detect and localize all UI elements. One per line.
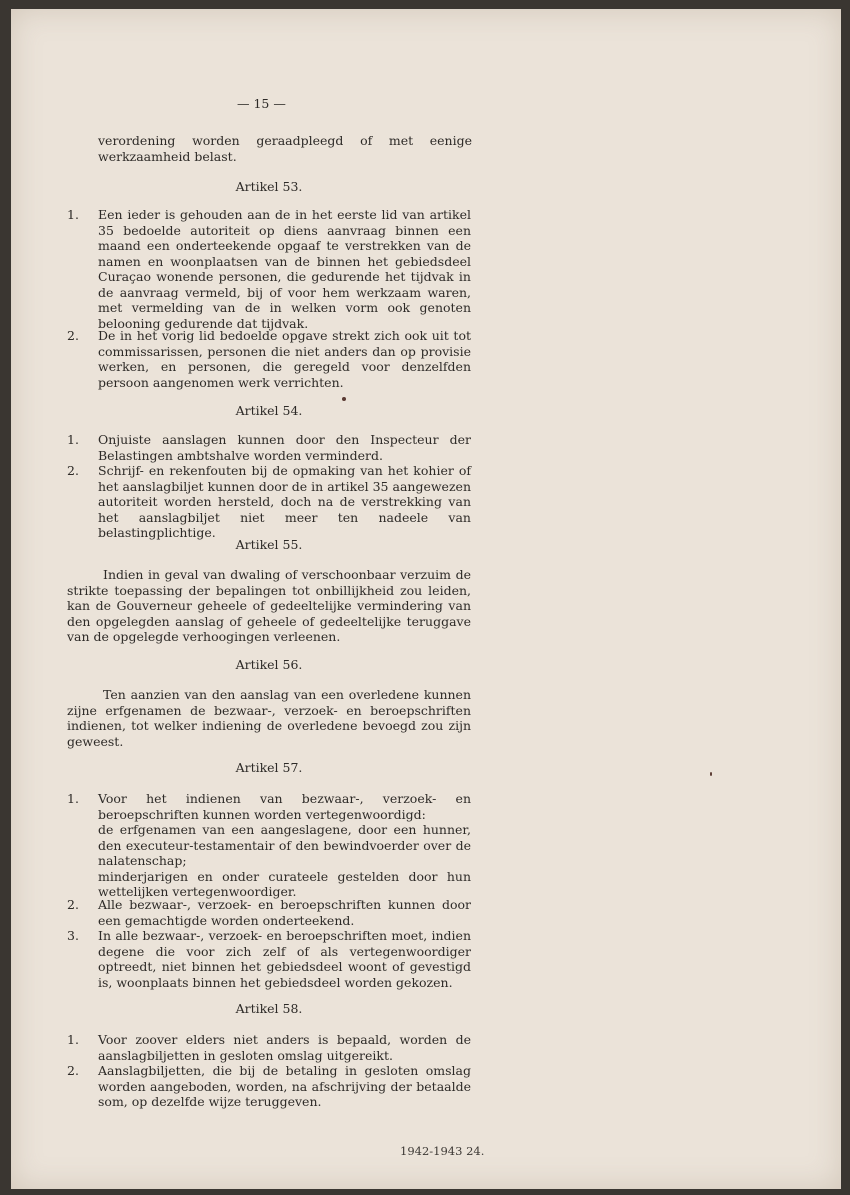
article-53-title: Artikel 53. xyxy=(235,179,303,194)
item-number: 2. xyxy=(67,1063,79,1078)
document-page xyxy=(11,9,841,1189)
intro-text: verordening worden geraadpleegd of met eenige werkzaamheid belast. xyxy=(98,133,472,164)
ink-speck xyxy=(710,772,712,776)
item-number: 2. xyxy=(67,328,79,343)
item-number: 1. xyxy=(67,432,79,447)
article-58-item-1 xyxy=(67,1032,471,1063)
article-56-title: Artikel 56. xyxy=(235,657,303,672)
item-text: Alle bezwaar-, verzoek- en beroepschriften kunnen door een gemachtigde worden onderteekend. xyxy=(98,897,471,928)
item-text-line: de erfgenamen van een aangeslagene, door een hunner, den executeur-testamentair of den bewindvoerder over de nalatenschap; xyxy=(98,822,471,868)
item-number: 2. xyxy=(67,463,79,478)
item-number: 1. xyxy=(67,791,79,806)
item-text: Een ieder is gehouden aan de in het eerste lid van artikel 35 bedoelde autoriteit op diens aanvraag binnen een maand een onderteekende opgaaf te verstrekken van de namen en woonplaatsen van de binnen het gebiedsdeel Curaçao wonende personen, die gedurende het tijdvak in de aanvraag vermeld, bij of voor hem werkzaam waren, met vermelding van de in welken vorm ook genoten belooning gedurende dat tijdvak. xyxy=(98,207,471,331)
item-text: Onjuiste aanslagen kunnen door den Inspecteur der Belastingen ambtshalve worden verminderd. xyxy=(98,432,471,463)
item-text-line: minderjarigen en onder curateele gestelden door hun wettelijken vertegenwoordiger. xyxy=(98,868,471,899)
ink-speck xyxy=(342,397,346,401)
article-53-item-2 xyxy=(67,328,471,390)
item-text: In alle bezwaar-, verzoek- en beroepschriften moet, indien degene die voor zich zelf of als vertegenwoordiger optreedt, niet binnen het gebiedsdeel woont of gevestigd is, woonplaats binnen het gebiedsdeel worden gekozen. xyxy=(98,928,471,990)
article-54-title: Artikel 54. xyxy=(235,403,303,418)
item-number: 1. xyxy=(67,1032,79,1047)
item-text: De in het vorig lid bedoelde opgave strekt zich ook uit tot commissarissen, personen die niet anders dan op provisie werken, en personen, die geregeld voor denzelfden persoon aangenomen werk verrichten. xyxy=(98,328,471,390)
item-number: 3. xyxy=(67,928,79,943)
article-57-title: Artikel 57. xyxy=(235,760,303,775)
article-58-title: Artikel 58. xyxy=(235,1001,303,1016)
item-text-line: Voor het indienen van bezwaar-, verzoek- en beroepschriften kunnen worden vertegenwoordigd: xyxy=(98,791,471,822)
article-57-item-3 xyxy=(67,928,471,990)
page-number: — 15 — xyxy=(237,96,286,111)
article-57-item-1 xyxy=(67,791,471,900)
article-57-item-2 xyxy=(67,897,471,928)
item-text: Aanslagbiljetten, die bij de betaling in gesloten omslag worden aangeboden, worden, na afschrijving der betaalde som, op dezelfde wijze teruggeven. xyxy=(98,1063,471,1109)
article-54-item-2 xyxy=(67,463,471,541)
item-number: 2. xyxy=(67,897,79,912)
item-number: 1. xyxy=(67,207,79,222)
article-55-text: Indien in geval van dwaling of verschoonbaar verzuim de strikte toepassing der bepalingen tot onbillijkheid zou leiden, kan de Gouverneur geheele of gedeeltelijke vermindering van den opgelegden aanslag of geheele of gedeeltelijke teruggave van de opgelegde verhoogingen verleenen. xyxy=(67,567,471,644)
article-54-item-1 xyxy=(67,432,471,463)
article-53-item-1 xyxy=(67,207,471,331)
print-run-footer: 1942-1943 24. xyxy=(400,1144,485,1158)
item-text: Schrijf- en rekenfouten bij de opmaking van het kohier of het aanslagbiljet kunnen door de in artikel 35 aangewezen autoriteit worden hersteld, doch na de verstrekking van het aanslagbiljet niet meer ten nadeele van belastingplichtige. xyxy=(98,463,471,540)
item-text: Voor zoover elders niet anders is bepaald, worden de aanslagbiljetten in gesloten omslag uitgereikt. xyxy=(98,1032,471,1063)
article-58-item-2 xyxy=(67,1063,471,1110)
article-55-title: Artikel 55. xyxy=(235,537,303,552)
article-56-text: Ten aanzien van den aanslag van een overledene kunnen zijne erfgenamen de bezwaar-, verzoek- en beroepschriften indienen, tot welker indiening de overledene bevoegd zou zijn geweest. xyxy=(67,687,471,749)
